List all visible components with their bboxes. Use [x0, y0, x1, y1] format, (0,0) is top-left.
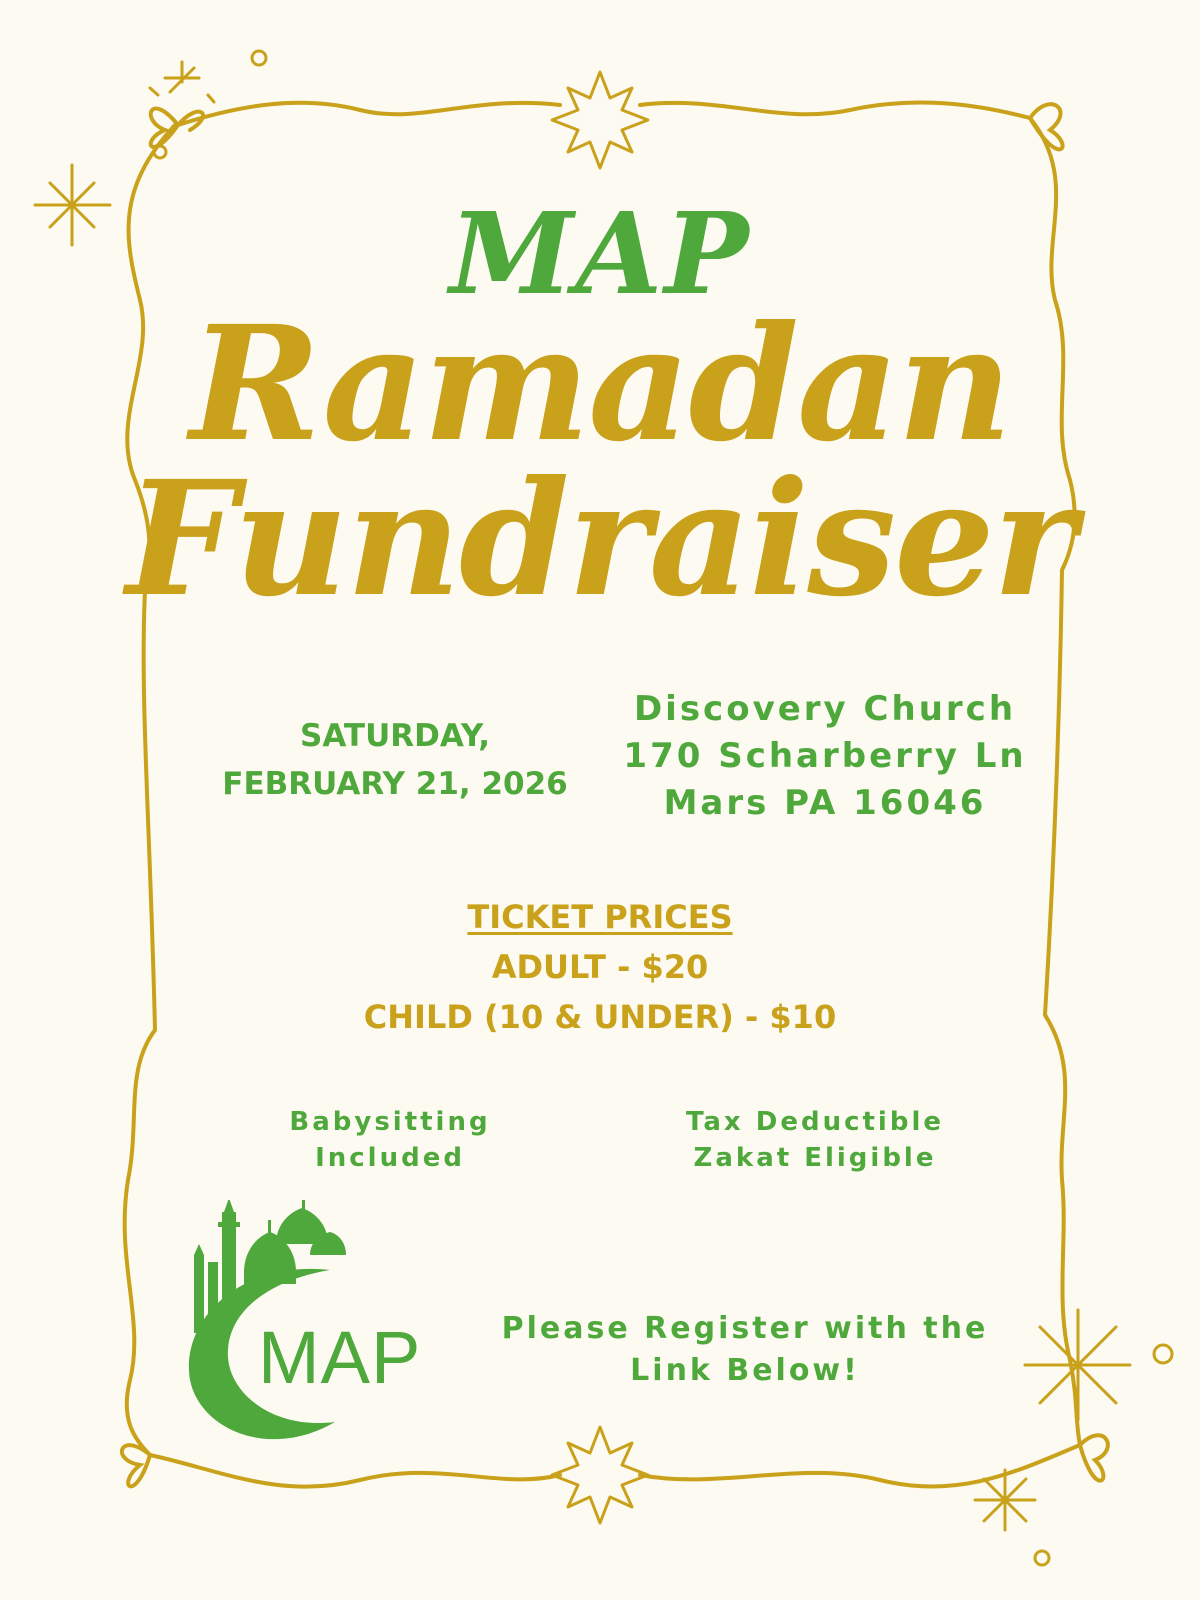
eight-point-star-icon [552, 72, 648, 168]
event-date-day: FEBRUARY 21, 2026 [222, 766, 568, 802]
sparkle-icon [150, 62, 214, 102]
note-babysitting-line2: Included [315, 1143, 465, 1173]
sparkle-icon [975, 1470, 1035, 1530]
sparkle-dot [252, 51, 266, 65]
note-zakat-line1: Tax Deductible [686, 1107, 944, 1137]
event-street: 170 Scharberry Ln [623, 736, 1027, 776]
event-city: Mars PA 16046 [663, 783, 987, 823]
frame-top-edge [178, 102, 1030, 125]
ticket-adult: ADULT - $20 [491, 948, 709, 986]
register-callout [465, 1308, 1025, 1392]
ribbon-bow-icon [151, 108, 203, 146]
ticket-prices [0, 892, 1200, 1042]
sparkle-dot [1035, 1551, 1049, 1565]
ribbon-bow-icon [122, 1445, 150, 1486]
note-zakat [635, 1104, 995, 1176]
eight-point-star-icon [552, 1427, 648, 1523]
title-map: MAP [449, 189, 751, 320]
event-date-weekday: SATURDAY, [300, 718, 490, 754]
note-babysitting [210, 1104, 570, 1176]
ribbon-bow-icon [1080, 1435, 1108, 1480]
event-date [180, 712, 610, 808]
register-line1: Please Register with the [501, 1311, 989, 1346]
title-fundraiser: Fundraiser [126, 447, 1074, 632]
event-venue: Discovery Church [633, 689, 1017, 729]
logo-text: MAP [258, 1316, 422, 1399]
register-line2: Link Below! [630, 1353, 860, 1388]
ribbon-bow-icon [1030, 104, 1063, 149]
sparkle-dot [1154, 1345, 1172, 1363]
ticket-prices-heading: TICKET PRICES [467, 898, 733, 936]
note-zakat-line2: Zakat Eligible [693, 1143, 937, 1173]
ticket-child: CHILD (10 & UNDER) - $10 [363, 998, 837, 1036]
note-babysitting-line1: Babysitting [289, 1107, 491, 1137]
title-ramadan: Ramadan [189, 292, 1011, 477]
sparkle-icon [1025, 1310, 1130, 1420]
event-location [600, 686, 1050, 827]
